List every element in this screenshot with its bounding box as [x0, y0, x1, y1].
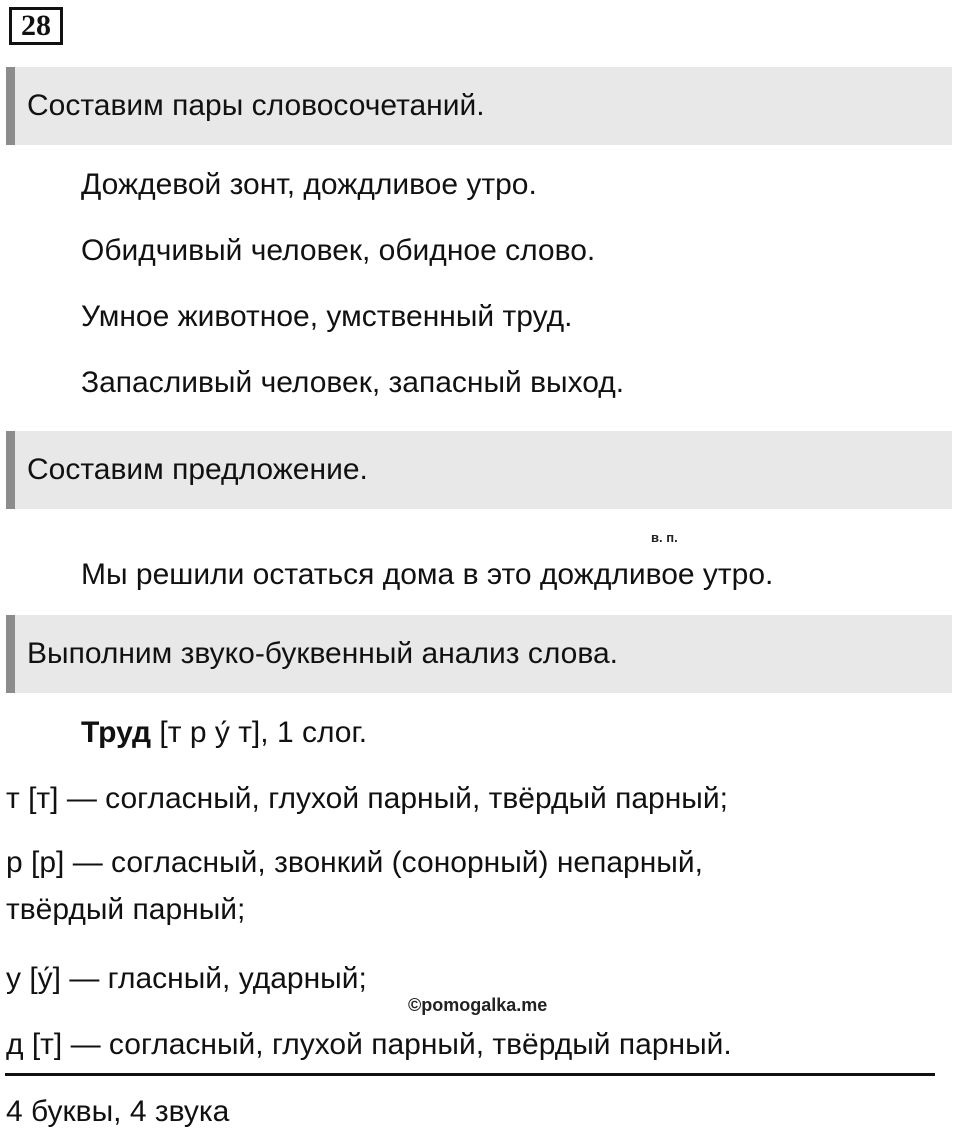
section-heading-analysis: Выполним звуко-буквенный анализ слова.	[6, 615, 952, 693]
sound-line-continuation: твёрдый парный;	[6, 893, 246, 926]
pair-line: Запасливый человек, запасный выход.	[81, 366, 625, 399]
analysis-word: Труд	[81, 716, 152, 749]
section-heading-pairs: Составим пары словосочетаний.	[6, 67, 952, 145]
analysis-transcription: [т р у́ т], 1 слог.	[151, 716, 368, 749]
pair-line: Дождевой зонт, дождливое утро.	[81, 168, 537, 201]
pair-line: Обидчивый человек, обидное слово.	[81, 234, 596, 267]
sound-line: р [р] — согласный, звонкий (сонорный) непарный,	[6, 846, 703, 879]
analysis-word-line	[81, 716, 367, 750]
divider-rule	[5, 1073, 935, 1076]
analysis-summary: 4 буквы, 4 звука	[6, 1095, 230, 1128]
section-heading-sentence: Составим предложение.	[6, 431, 952, 509]
sound-line: д [т] — согласный, глухой парный, твёрдый парный.	[6, 1028, 732, 1061]
sound-line: т [т] — согласный, глухой парный, твёрдый парный;	[6, 782, 728, 815]
case-note: в. п.	[651, 530, 678, 545]
sound-line: у [у́] — гласный, ударный;	[6, 962, 367, 995]
watermark: ©pomogalka.me	[408, 995, 548, 1015]
sentence-text: Мы решили остаться дома в это дождливое утро.	[81, 558, 774, 591]
pair-line: Умное животное, умственный труд.	[81, 300, 573, 333]
task-number: 28	[9, 7, 63, 45]
